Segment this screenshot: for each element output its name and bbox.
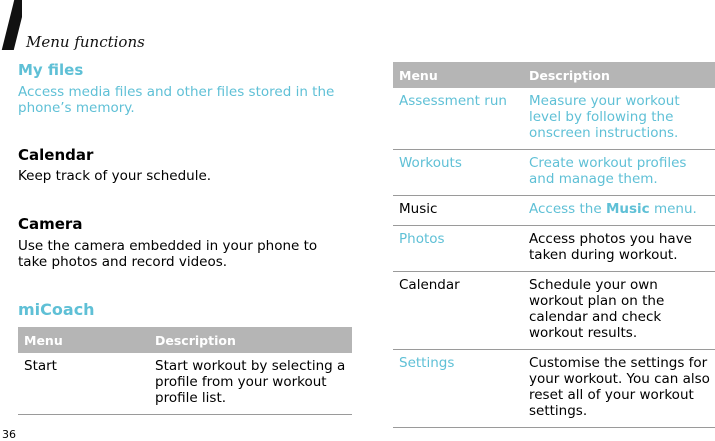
table-row — [393, 226, 715, 272]
table-row — [393, 350, 715, 428]
table-header-row — [18, 327, 352, 353]
menu-column-header: Menu — [18, 327, 149, 353]
description-suffix: menu. — [649, 201, 697, 217]
calendar-description: Keep track of your schedule. — [18, 168, 212, 184]
menu-cell-assessment-run: Assessment run — [393, 88, 523, 150]
menu-column-header: Menu — [393, 62, 523, 88]
music-menu-name: Music — [605, 201, 650, 217]
table-row — [393, 196, 715, 226]
description-cell: Start workout by selecting a profile from your workout profile list. — [149, 353, 352, 415]
menu-cell-photos: Photos — [393, 226, 523, 272]
table-row — [393, 150, 715, 196]
description-cell: Schedule your own workout plan on the calendar and check workout results. — [523, 272, 715, 350]
menu-cell-workouts: Workouts — [393, 150, 523, 196]
menu-cell-music: Music — [393, 196, 523, 226]
calendar-heading: Calendar — [18, 146, 94, 164]
table-row — [393, 88, 715, 150]
description-column-header: Description — [149, 327, 352, 353]
micoach-table-left — [18, 327, 352, 415]
page-number: 36 — [2, 428, 16, 441]
camera-heading: Camera — [18, 215, 83, 233]
menu-cell-settings: Settings — [393, 350, 523, 428]
table-row — [393, 272, 715, 350]
menu-cell-start: Start — [18, 353, 149, 415]
table-header-row — [393, 62, 715, 88]
running-header-title: Menu functions — [26, 33, 145, 51]
description-cell: Customise the settings for your workout. You can also reset all of your workout settings. — [523, 350, 715, 428]
description-prefix: Access the — [529, 201, 606, 217]
my-files-heading: My files — [18, 61, 84, 79]
micoach-table-right — [393, 62, 715, 428]
description-column-header: Description — [523, 62, 715, 88]
description-cell: Create workout profiles and manage them. — [523, 150, 715, 196]
micoach-heading: miCoach — [18, 300, 95, 319]
my-files-description: Access media files and other files stored in the phone’s memory. — [18, 84, 335, 116]
description-cell: Measure your workout level by following the onscreen instructions. — [523, 88, 715, 150]
menu-cell-calendar: Calendar — [393, 272, 523, 350]
description-cell: Access photos you have taken during workout. — [523, 226, 715, 272]
header-slash-decoration — [0, 0, 22, 50]
camera-description: Use the camera embedded in your phone to take photos and record videos. — [18, 238, 318, 270]
description-cell — [523, 196, 715, 226]
table-row — [18, 353, 352, 415]
